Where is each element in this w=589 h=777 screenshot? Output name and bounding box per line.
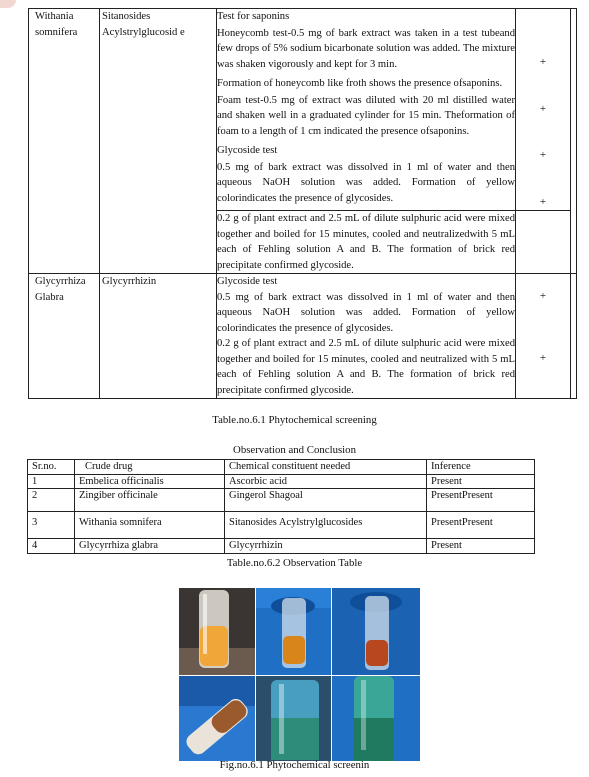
table-row [29, 274, 577, 290]
result-sign: + [539, 102, 547, 115]
table-cell: Zingiber officinale [75, 489, 225, 512]
test-text: 0.2 g of plant extract and 2.5 mL of dilute sulphuric acid were mixed together and boiled for 15 minutes, cooled and neutralizedwith 5 mL each of Fehling solution A and B. The formation of brick red precipitate confirmed glycoside. [217, 211, 516, 274]
table-caption: Table.no.6.1 Phytochemical screening [212, 414, 377, 426]
table-cell: Ascorbic acid [225, 474, 427, 489]
column-header: Inference [427, 460, 535, 475]
page-corner-mark [0, 0, 16, 8]
result-sign: + [539, 351, 547, 364]
table-cell: Glycyrrhizin [225, 539, 427, 554]
table-cell: Embelica officinalis [75, 474, 225, 489]
result-sign: + [539, 290, 547, 302]
narrow-cell [571, 9, 577, 274]
result-sign: + [539, 149, 547, 161]
table-cell: Sitanosides Acylstrylglucosides [225, 512, 427, 539]
table-cell: Glycyrrhiza glabra [75, 539, 225, 554]
table-row [28, 539, 535, 554]
phytochemical-photo-collage [179, 588, 420, 761]
table-cell: Present [427, 539, 535, 554]
result-cell [516, 9, 571, 211]
test-text: Foam test-0.5 mg of extract was diluted with 20 ml distilled water and shaken well in a graduated cylinder for 15 min. Theformation of foam to a length of 1 cm indicated the presence ofsaponins. [217, 93, 516, 143]
table-cell: Withania somnifera [75, 512, 225, 539]
table-row [28, 489, 535, 512]
test-tubes-photo [179, 588, 420, 761]
table-cell: PresentPresent [427, 489, 535, 512]
table-cell: 4 [28, 539, 75, 554]
test-text: 0.5 mg of bark extract was dissolved in 1 ml of water and then aqueous NaOH solution was added. Formation of yellow colorindicates the presence of glycosides. [217, 290, 516, 337]
result-sign: + [539, 195, 547, 208]
figure-caption: Fig.no.6.1 Phytochemical screenin [219, 759, 370, 771]
phytochemical-screening-table [28, 8, 577, 399]
table-header-row [28, 460, 535, 475]
table-row [29, 9, 577, 26]
table-cell: 2 [28, 489, 75, 512]
test-text: Glycoside test [217, 274, 516, 290]
observation-table [27, 459, 535, 554]
test-text: Glycoside test [217, 143, 516, 160]
result-sign: + [539, 56, 547, 68]
drug-cell: Withania somnifera [29, 9, 100, 274]
column-header: Sr.no. [28, 460, 75, 475]
section-heading: Observation and Conclusion [233, 444, 356, 456]
narrow-cell [571, 274, 577, 399]
table-cell: Gingerol Shagoal [225, 489, 427, 512]
constituent-cell: Sitanosides Acylstrylglucosid e [100, 9, 217, 274]
table-cell: 1 [28, 474, 75, 489]
table-row [28, 512, 535, 539]
table-cell: Present [427, 474, 535, 489]
column-header: Crude drug [75, 460, 225, 475]
drug-cell: Glycyrrhiza Glabra [29, 274, 100, 399]
table-caption: Table.no.6.2 Observation Table [226, 557, 363, 569]
constituent-cell: Glycyrrhizin [100, 274, 217, 399]
column-header: Chemical constituent needed [225, 460, 427, 475]
table-cell: 3 [28, 512, 75, 539]
table-cell: PresentPresent [427, 512, 535, 539]
test-text: Honeycomb test-0.5 mg of bark extract was taken in a test tubeand few drops of 5% sodium bicarbonate solution was added. The mixture was shaken vigorously and kept for 3 min. [217, 26, 516, 76]
test-text: Formation of honeycomb like froth shows the presence ofsaponins. [217, 76, 516, 93]
test-text: 0.2 g of plant extract and 2.5 mL of dilute sulphuric acid were mixed together and boiled for 15 minutes, cooled and neutralized with 5 mL each of Fehling solution A and B. The formation of brick red precipitate confirmed glycoside. [217, 336, 516, 399]
table-row [28, 474, 535, 489]
test-text: 0.5 mg of bark extract was dissolved in 1 ml of water and then aqueous NaOH solution was added. Formation of yellow colorindicates the presence of glycosides. [217, 160, 516, 211]
test-text: Test for saponins [217, 9, 516, 26]
result-cell [516, 274, 571, 399]
result-cell [516, 211, 571, 274]
